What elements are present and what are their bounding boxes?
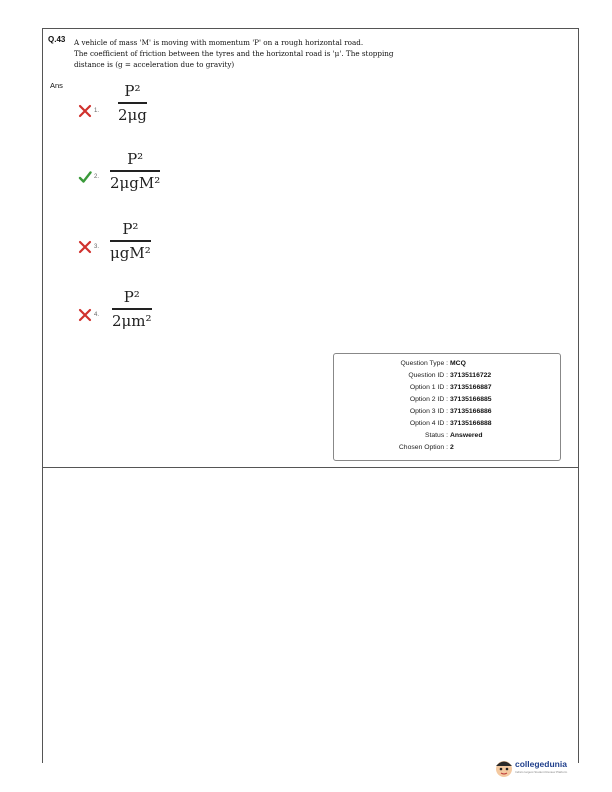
meta-row: [334, 384, 562, 396]
meta-row: [334, 360, 562, 372]
meta-key: Option 3 ID :: [409, 408, 448, 415]
option-3-formula: [110, 220, 151, 262]
numerator: P²: [122, 220, 139, 238]
option-2-formula: [110, 150, 160, 192]
meta-row: [334, 432, 562, 444]
meta-row: [334, 372, 562, 384]
denominator: 2μgM²: [110, 173, 161, 192]
page-frame-lower: [42, 467, 579, 763]
question-number: Q.43: [48, 35, 66, 44]
cross-icon: [78, 308, 92, 322]
meta-key: Question ID :: [408, 372, 448, 379]
question-line: A vehicle of mass 'M' is moving with momentum 'P' on a rough horizontal road.: [74, 38, 364, 47]
denominator: 2μm²: [112, 311, 152, 330]
meta-key: Status :: [424, 432, 448, 439]
denominator: 2μg: [118, 105, 147, 124]
logo-name: collegedunia: [515, 759, 567, 769]
collegedunia-logo: [494, 755, 574, 781]
meta-value: 37135166887: [450, 384, 492, 391]
meta-row: [334, 420, 562, 432]
cross-icon: [78, 240, 92, 254]
denominator: μgM²: [110, 243, 151, 262]
cross-icon: [78, 104, 92, 118]
meta-row: [334, 444, 562, 456]
question-metadata-box: [333, 353, 561, 461]
question-text: [74, 37, 424, 70]
meta-value: MCQ: [450, 360, 466, 367]
answer-label: Ans: [50, 81, 63, 90]
meta-row: [334, 396, 562, 408]
mascot-icon: [494, 757, 514, 779]
meta-value: 37135166886: [450, 408, 492, 415]
question-line: The coefficient of friction between the tyres and the horizontal road is 'μ'. The stopping: [74, 49, 394, 58]
meta-value: 37135166888: [450, 420, 492, 427]
check-icon: [78, 170, 92, 184]
logo-tagline: India's largest Student Review Platform: [515, 770, 568, 774]
meta-key: Option 4 ID :: [409, 420, 448, 427]
option-4-formula: [112, 288, 152, 330]
meta-row: [334, 408, 562, 420]
meta-value: 37135166885: [450, 396, 492, 403]
option-1-formula: [118, 82, 147, 124]
numerator: P²: [127, 150, 144, 168]
meta-value: 37135116722: [450, 372, 492, 379]
question-line: distance is (g = acceleration due to gravity): [74, 60, 235, 69]
option-index: 4.: [94, 312, 100, 318]
numerator: P²: [123, 288, 140, 306]
option-index: 3.: [94, 244, 100, 250]
meta-key: Option 2 ID :: [409, 396, 448, 403]
meta-value: Answered: [450, 432, 483, 439]
meta-value: 2: [450, 444, 454, 451]
meta-key: Chosen Option :: [398, 444, 448, 451]
numerator: P²: [124, 82, 141, 100]
option-index: 2.: [94, 174, 100, 180]
meta-key: Option 1 ID :: [409, 384, 448, 391]
option-index: 1.: [94, 108, 100, 114]
meta-key: Question Type :: [400, 360, 448, 367]
